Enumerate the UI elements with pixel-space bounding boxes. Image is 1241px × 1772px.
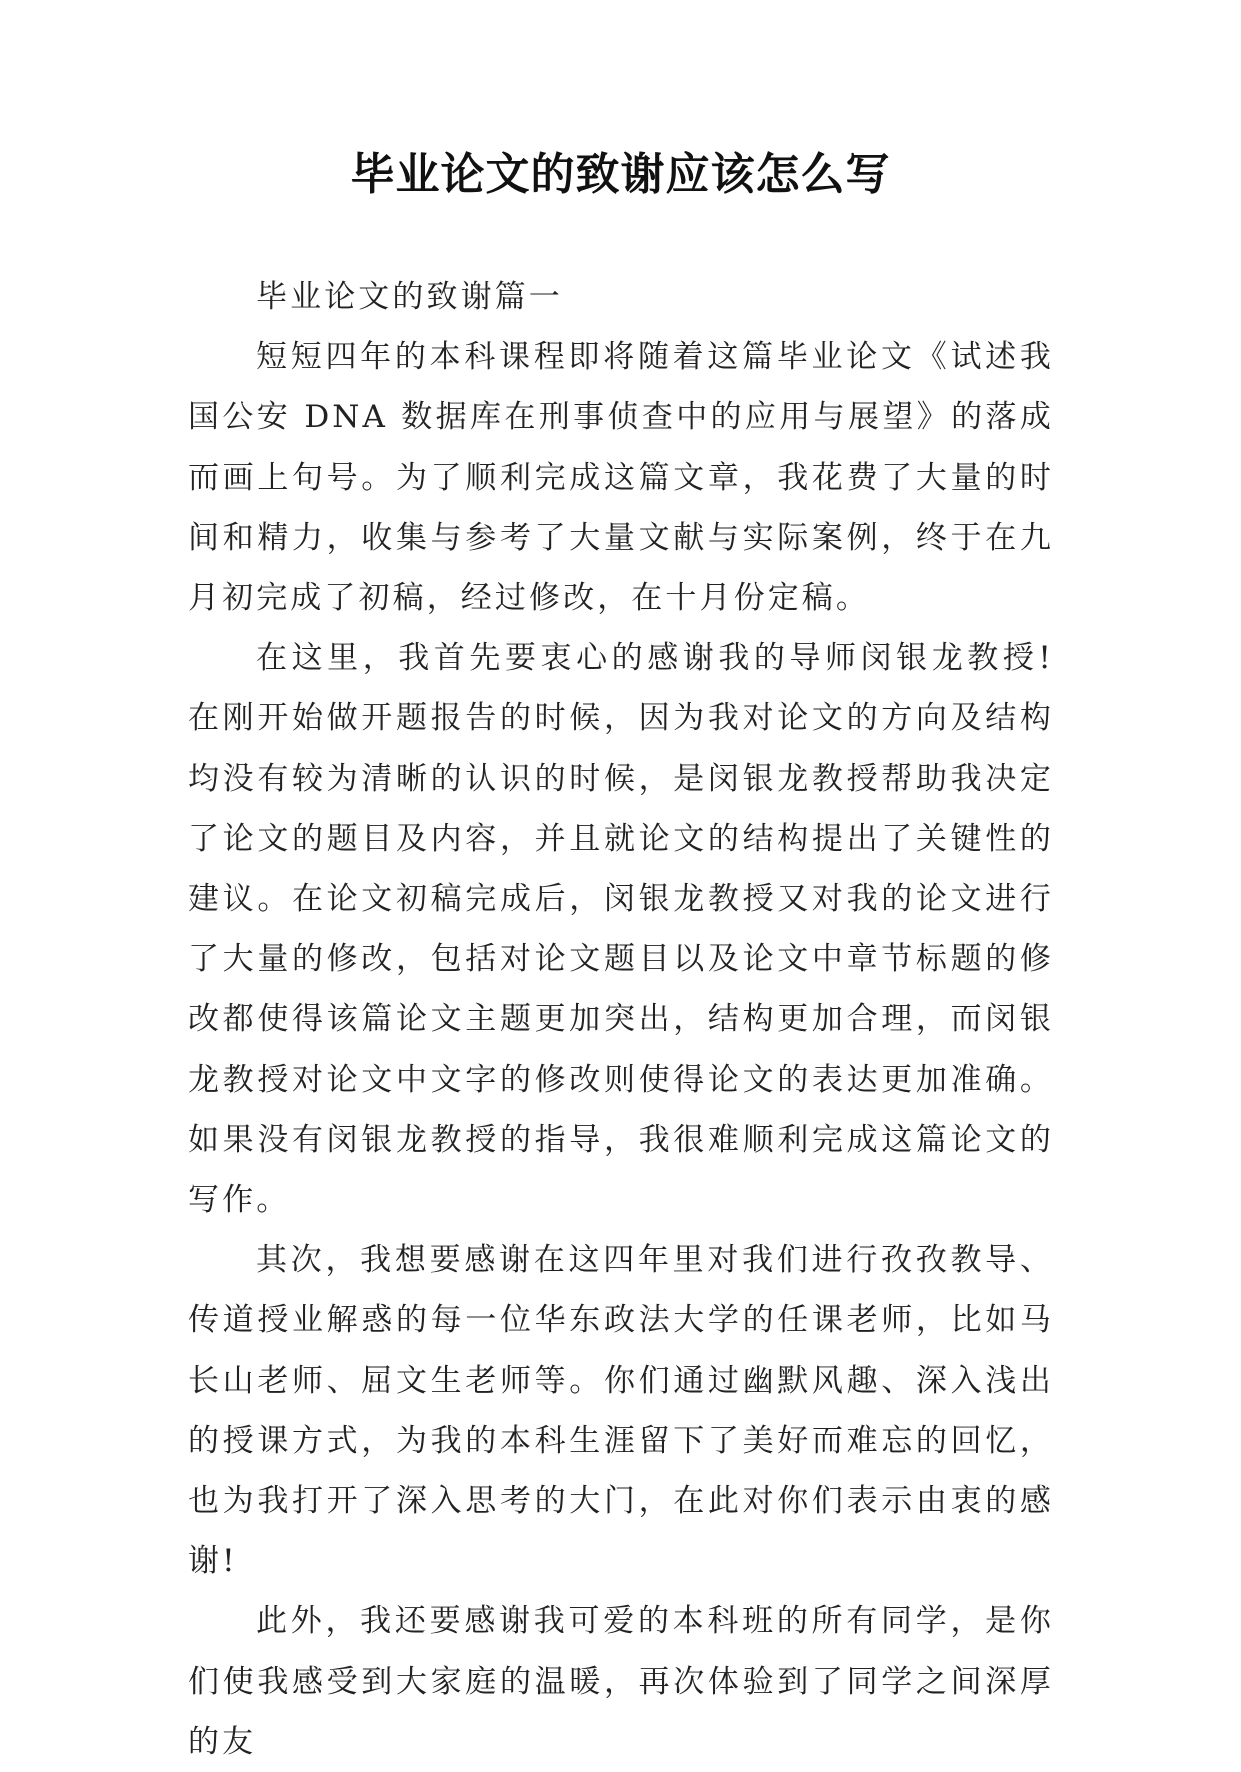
- paragraph: 其次，我想要感谢在这四年里对我们进行孜孜教导、传道授业解惑的每一位华东政法大学的任课老师，比如马长山老师、屈文生老师等。你们通过幽默风趣、深入浅出的授课方式，为我的本科生涯留下了美好而难忘的回忆，也为我打开了深入思考的大门，在此对你们表示由衷的感谢!: [188, 1242, 1054, 1580]
- paragraph: 此外，我还要感谢我可爱的本科班的所有同学，是你们使我感受到大家庭的温暖，再次体验到了同学之间深厚的友: [188, 1603, 1054, 1760]
- document-body: [188, 267, 1054, 1772]
- document-title: 毕业论文的致谢应该怎么写: [350, 149, 891, 200]
- paragraph: 在这里，我首先要衷心的感谢我的导师闵银龙教授!在刚开始做开题报告的时候，因为我对论文的方向及结构均没有较为清晰的认识的时候，是闵银龙教授帮助我决定了论文的题目及内容，并且就论文的结构提出了关键性的建议。在论文初稿完成后，闵银龙教授又对我的论文进行了大量的修改，包括对论文题目以及论文中章节标题的修改都使得该篇论文主题更加突出，结构更加合理，而闵银龙教授对论文中文字的修改则使得论文的表达更加准确。如果没有闵银龙教授的指导，我很难顺利完成这篇论文的写作。: [188, 640, 1054, 1219]
- section-heading: 毕业论文的致谢篇一: [256, 279, 563, 315]
- paragraph: 短短四年的本科课程即将随着这篇毕业论文《试述我国公安 DNA 数据库在刑事侦查中的应用与展望》的落成而画上句号。为了顺利完成这篇文章，我花费了大量的时间和精力，收集与参考了大量文献与实际案例，终于在九月初完成了初稿，经过修改，在十月份定稿。: [188, 339, 1054, 617]
